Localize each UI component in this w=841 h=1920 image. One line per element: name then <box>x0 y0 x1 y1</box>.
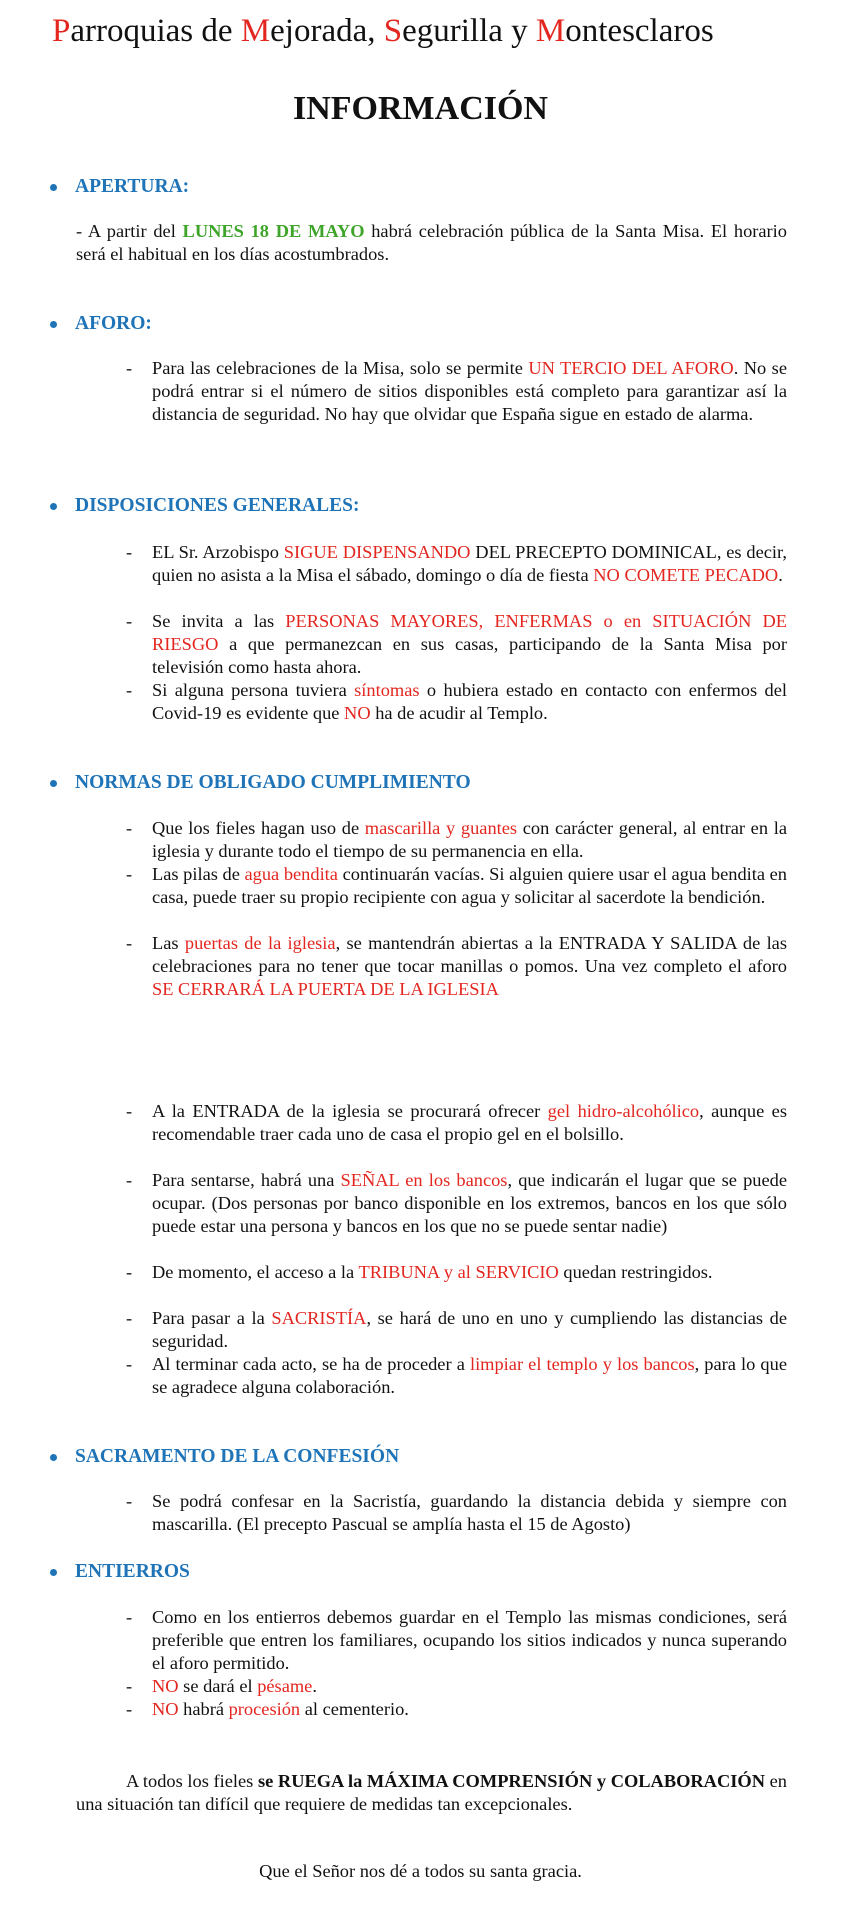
title-initial: S <box>383 13 403 49</box>
bullet-icon <box>50 780 57 787</box>
section-heading-disposiciones <box>50 493 359 519</box>
aforo-item-1: - Para las celebraciones de la Misa, solo se permite UN TERCIO DEL AFORO. No se podrá entrar si el número de sitios disponibles está completo para garantizar así la distancia de seguridad. No hay que olvidar que España sigue en estado de alarma. <box>126 358 788 424</box>
disposiciones-item-1: - EL Sr. Arzobispo SIGUE DISPENSANDO DEL PRECEPTO DOMINICAL, es decir, quien no asista a la Misa el sábado, domingo o día de fiesta NO COMETE PECADO. <box>126 542 787 585</box>
section-title: SACRAMENTO DE LA CONFESIÓN <box>75 1446 400 1467</box>
section-title: NORMAS DE OBLIGADO CUMPLIMIENTO <box>75 772 471 793</box>
normas-item-1: - Que los fieles hagan uso de mascarilla y guantes con carácter general, al entrar en la iglesia y durante todo el tiempo de su permanencia en ella. <box>126 818 787 861</box>
section-heading-confesion <box>50 1444 399 1470</box>
title-text: egurilla y <box>402 13 536 49</box>
title-initial: P <box>52 13 71 49</box>
normas-item-6: - De momento, el acceso a la TRIBUNA y al SERVICIO quedan restringidos. <box>126 1262 713 1282</box>
normas-item-3: - Las puertas de la iglesia, se mantendrán abiertas a la ENTRADA Y SALIDA de las celebraciones para no tener que tocar manillas o pomos. Una vez completo el aforo SE CERRARÁ LA PUERTA DE LA IGLESIA <box>126 933 787 999</box>
section-heading-normas <box>50 770 471 796</box>
entierros-item-1: - Como en los entierros debemos guardar en el Templo las mismas condiciones, será preferible que entren los familiares, ocupando los sitios indicados y nunca superando el aforo permitido. <box>126 1607 787 1673</box>
disposiciones-item-3: - Si alguna persona tuviera síntomas o hubiera estado en contacto con enfermos del Covid-19 es evidente que NO ha de acudir al Templo. <box>126 680 787 723</box>
title-text: ejorada, <box>270 13 384 49</box>
title-initial: M <box>535 13 566 49</box>
closing-blessing: Que el Señor nos dé a todos su santa gracia. <box>259 1861 582 1881</box>
bullet-icon <box>50 321 57 328</box>
title-initial: M <box>240 13 271 49</box>
document-title <box>52 10 714 52</box>
entierros-item-2: - NO se dará el pésame. <box>126 1676 317 1696</box>
section-title: APERTURA: <box>75 176 190 197</box>
normas-item-2: - Las pilas de agua bendita continuarán vacías. Si alguien quiere usar el agua bendita en casa, puede traer su propio recipiente con agua y solicitar al sacerdote la bendición. <box>126 864 787 907</box>
bullet-icon <box>50 1569 57 1576</box>
title-text: arroquias de <box>70 13 241 49</box>
bullet-icon <box>50 1454 57 1461</box>
bullet-icon <box>50 503 57 510</box>
closing-paragraph: A todos los fieles se RUEGA la MÁXIMA COMPRENSIÓN y COLABORACIÓN en una situación tan difícil que requiere de medidas tan excepcionales. <box>76 1771 787 1814</box>
section-heading-apertura <box>50 174 189 200</box>
section-title: ENTIERROS <box>75 1561 190 1582</box>
apertura-paragraph: - A partir del LUNES 18 DE MAYO habrá celebración pública de la Santa Misa. El horario será el habitual en los días acostumbrados. <box>76 221 787 264</box>
page-heading: INFORMACIÓN <box>293 90 548 127</box>
normas-item-8: - Al terminar cada acto, se ha de proceder a limpiar el templo y los bancos, para lo que se agradece alguna colaboración. <box>126 1354 787 1397</box>
title-text: ontesclaros <box>565 13 714 49</box>
normas-item-4: - A la ENTRADA de la iglesia se procurará ofrecer gel hidro-alcohólico, aunque es recomendable traer cada uno de casa el propio gel en el bolsillo. <box>126 1101 787 1144</box>
section-title: AFORO: <box>75 313 152 334</box>
section-heading-entierros <box>50 1559 190 1585</box>
disposiciones-item-2: - Se invita a las PERSONAS MAYORES, ENFERMAS o en SITUACIÓN DE RIESGO a que permanezcan en sus casas, participando de la Santa Misa por televisión como hasta ahora. <box>126 611 787 677</box>
confesion-item-1: - Se podrá confesar en la Sacristía, guardando la distancia debida y siempre con mascarilla. (El precepto Pascual se amplía hasta el 15 de Agosto) <box>126 1491 787 1534</box>
section-heading-aforo <box>50 311 152 337</box>
section-title: DISPOSICIONES GENERALES: <box>75 495 360 516</box>
normas-item-7: - Para pasar a la SACRISTÍA, se hará de uno en uno y cumpliendo las distancias de seguridad. <box>126 1308 787 1351</box>
bullet-icon <box>50 184 57 191</box>
entierros-item-3: - NO habrá procesión al cementerio. <box>126 1699 409 1719</box>
normas-item-5: - Para sentarse, habrá una SEÑAL en los bancos, que indicarán el lugar que se puede ocupar. (Dos personas por banco disponible en los extremos, bancos en los que sólo puede estar una persona y bancos en los que no se puede sentar nadie) <box>126 1170 787 1236</box>
